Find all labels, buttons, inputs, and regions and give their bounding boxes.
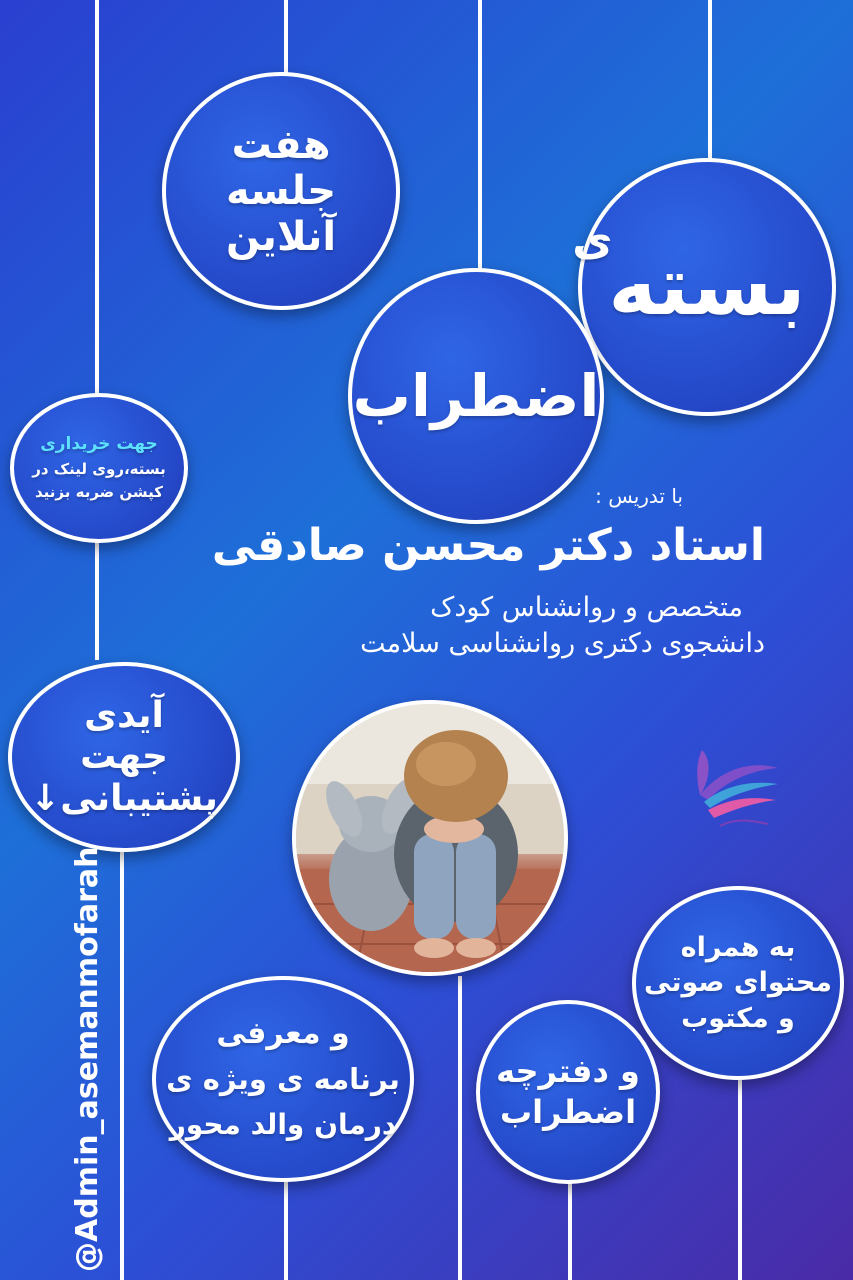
sessions-line-3: آنلاین — [225, 214, 337, 260]
purchase-line-1: بسته،روی لینک در — [32, 459, 166, 478]
line — [284, 0, 288, 82]
program-line-3: درمان والد محور — [169, 1107, 397, 1141]
program-line-2: برنامه ی ویژه ی — [166, 1062, 400, 1097]
anxiety-circle — [348, 268, 604, 524]
sad-child-photo — [292, 700, 568, 976]
package-circle — [572, 158, 836, 416]
audio-line-3: و مکتوب — [681, 1002, 795, 1034]
program-line-1: و معرفی — [216, 1015, 350, 1051]
program-circle — [152, 976, 414, 1182]
teacher-role-2: دانشجوی دکتری روانشناسی سلامت — [360, 628, 765, 659]
sessions-line-1: هفت — [231, 122, 331, 168]
line — [568, 1172, 572, 1280]
line — [738, 1080, 742, 1280]
sessions-line-2: جلسه — [225, 168, 337, 214]
workbook-circle — [476, 1000, 660, 1184]
purchase-line-2: کپشن ضربه بزنید — [35, 482, 163, 501]
support-line-2: جهت — [80, 736, 168, 778]
line — [95, 540, 99, 660]
support-line-1: آیدی — [84, 694, 164, 736]
audio-circle — [632, 886, 844, 1080]
anxiety-title: اضطراب — [352, 361, 600, 430]
audio-line-2: محتوای صوتی — [644, 967, 832, 999]
teacher-name: استاد دکتر محسن صادقی — [211, 520, 765, 571]
package-title: بسته — [608, 239, 806, 334]
support-handle[interactable]: @Admin_asemanmofarah — [70, 846, 105, 1272]
audio-line-1: به همراه — [680, 932, 796, 964]
workbook-line-1: و دفترچه — [496, 1052, 640, 1091]
purchase-title: جهت خریداری — [40, 433, 158, 454]
line — [284, 1172, 288, 1280]
teacher-intro: با تدریس : — [595, 484, 683, 508]
purchase-circle[interactable] — [10, 393, 188, 543]
bird-wing-logo-icon — [690, 740, 780, 835]
workbook-line-2: اضطراب — [499, 1093, 637, 1131]
line — [478, 0, 482, 272]
support-line-3: پشتیبانی↓ — [30, 777, 218, 819]
line — [95, 0, 99, 395]
line — [708, 0, 712, 160]
line — [458, 976, 462, 1280]
support-circle[interactable] — [8, 662, 240, 852]
package-suffix: ی — [572, 215, 613, 266]
line — [120, 852, 124, 1280]
sessions-circle — [162, 72, 400, 310]
teacher-role-1: متخصص و روانشناس کودک — [430, 592, 743, 623]
